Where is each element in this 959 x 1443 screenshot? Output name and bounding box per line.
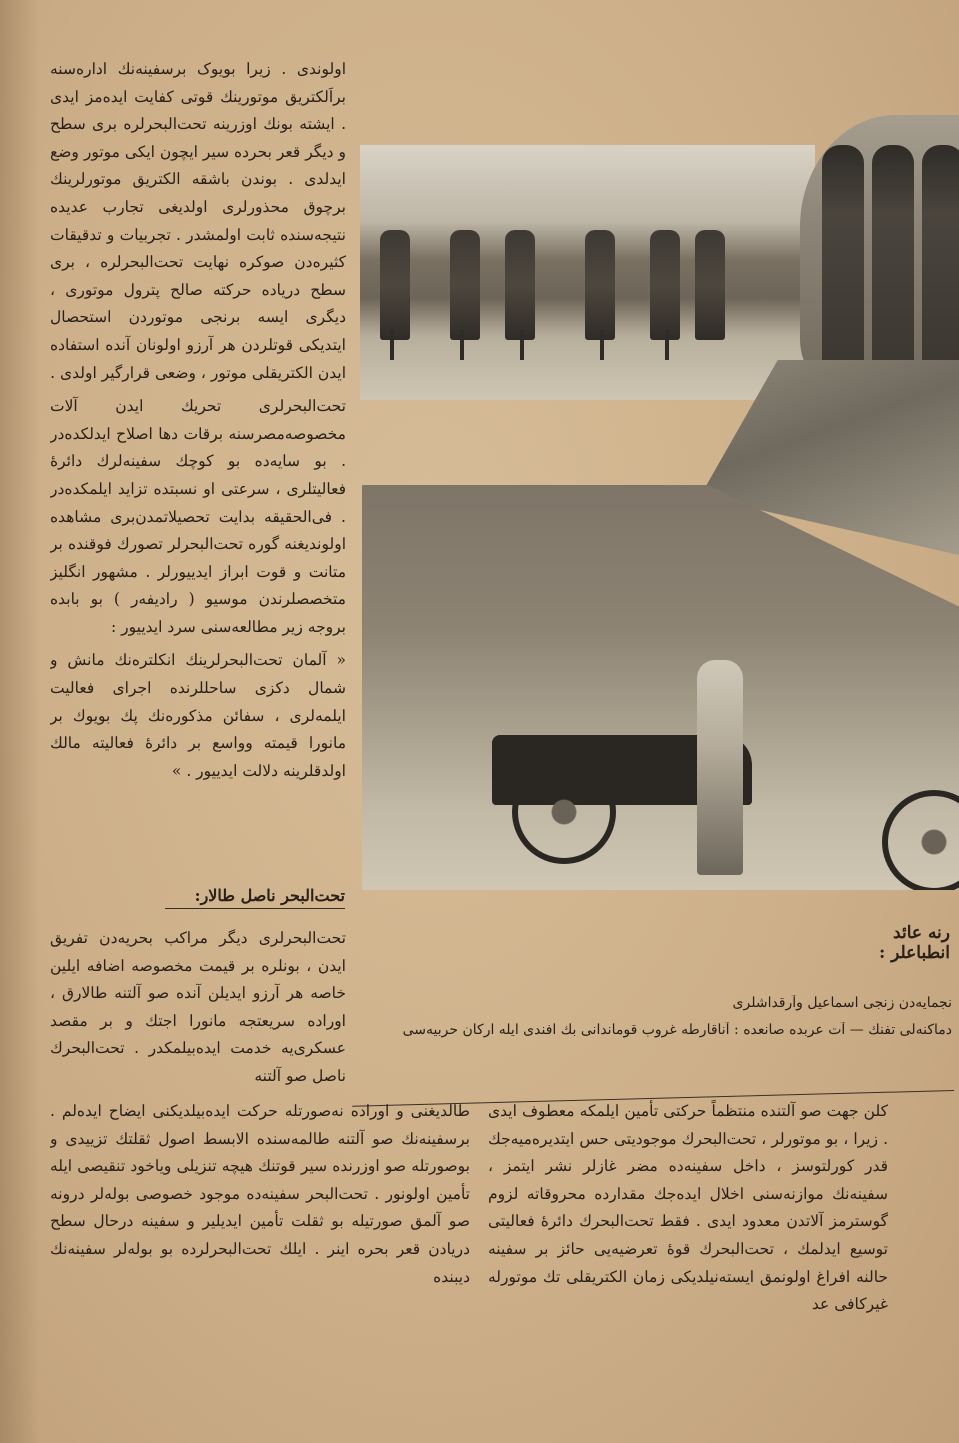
rider-figure — [450, 230, 480, 340]
rider-figure — [585, 230, 615, 340]
rider-figure — [380, 230, 410, 340]
page-fold-shadow — [0, 0, 40, 1443]
automobile-photo — [362, 485, 959, 890]
article-top-column — [50, 56, 346, 888]
photo-caption: دماكنه‌لی تفنك — آت عربده صانعده : آناقارطه غروب قوماندانی بك افندی ایله اركان حربیه‌سی — [402, 1022, 952, 1038]
paragraph: طالدیغنی و اوراده نه‌صورتله حركت ایده‌بیلدیكنی ایضاح ایده‌لم . برسفینه‌نك صو آلتنه طالمه‌سنده الابسط اصول ثقلتك تزییدی و بوصورتله صو اوزرنده سیر قوتنك هیچه تنزیلی ویاخود تنقیصی ایله تأمین اولونور . تحت‌البحر سفینه‌ده موجود خصوصی بوله‌لر درونه صو آلمق صورتیله بو ثقلت تأمین ایدیلیر و سفینه درحال سطح دریادن قعر بحره اینر . ایلك تحت‌البحرلرده بو بوله‌لر سفینه‌نك دیبنده — [50, 1102, 470, 1286]
horse-leg — [460, 330, 464, 360]
paragraph: تحت‌البحرلری تحریك ایدن آلات مخصوصه‌مصرسنه برقات دها اصلاح ایدلكده‌در . بو سایه‌ده بو كوچك سفینه‌لرك دائرهٔ فعالیتلری ، سرعتی او نسبتده تزاید ایلمكده‌در . فی‌الحقیقه بدایت تحصیلاتمدن‌بری مشاهده اولوندیغنه گوره تحت‌البحرلر تصورك فوقنده بر متانت و قوت ابراز ایدییورلر . مشهور انگلیز متخصصلرندن موسیو ( رادیفه‌ر ) بو بابده بروجه زیر مطالعه‌سنی سرد ایدییور : — [50, 397, 346, 636]
officer-figure — [872, 145, 914, 375]
officer-figure — [922, 145, 959, 375]
car-wheel — [512, 760, 616, 864]
horse-leg — [665, 330, 669, 360]
paragraph: « آلمان تحت‌البحرلرینك انكلتره‌نك مانش و شمال دكزی ساحللرنده اجرای فعالیت ایلمه‌لری ، سفائن مذكوره‌نك پك بویوك بر مانورا قیمته وواسع بر دائرهٔ فعالیته مالك اولدقلرینه دلالت ایدییور . » — [50, 651, 346, 780]
rider-figure — [695, 230, 725, 340]
article-bottom-right-column — [488, 1098, 888, 1418]
cavalry-photo — [360, 145, 815, 400]
horse-leg — [520, 330, 524, 360]
paragraph: اولوندی . زیرا بویوک برسفینه‌نك اداره‌سنه براَلكتریق موتورینك قوتی كفایت ایده‌مز ایدی . ایشته بونك اوزرینه تحت‌البحرلره بری سطح و دیگر قعر بحرده سیر ایچون ایكی موتور وضع ایدلدی . بوندن باشقه الكتریق موتورلرینك برچوق محذورلری اولدیغی تجارب عدیده نتیجه‌سنده ثابت اولمشدر . تجربیات و تدقیقات كثیره‌دن صوكره نهایت تحت‌البحرلره ، بری سطح دریاده حركته صالح پترول موتوری ، دیگری ایسه برنجی موتوردن استحصال ایتدیكی قوتلردن هر آرزو اولونان آنده استفاده ایدن الكتریقلی موتور ، وضعی قرارگیر اولدی . — [50, 60, 346, 382]
paragraph: تحت‌البحرلری دیگر مراكب بحریه‌دن تفریق ایدن ، بونلره بر قیمت مخصوصه اضافه ایلین خاصه هر آرزو ایدیلن آنده صو آلتنه طالارق ، اوراده سریعتجه مانورا اجتك و بر مقصد عسكری‌یه خدمت ایده‌بیلمكدر . تحت‌البحرك ناصل صو آلتنه — [50, 929, 346, 1085]
section-heading: تحت‌البحر ناصل طالار: — [165, 886, 345, 909]
horse-leg — [600, 330, 604, 360]
standing-figure — [697, 660, 743, 875]
rider-figure — [505, 230, 535, 340]
officers-photo — [800, 115, 959, 395]
article-bottom-left-column — [50, 1098, 470, 1418]
photo-caption: نجمایه‌دن زنجی اسماعیل وآرقداشلری — [732, 995, 952, 1011]
officer-figure — [822, 145, 864, 375]
car-wheel — [882, 790, 959, 890]
rider-figure — [650, 230, 680, 340]
photo-caption-heading: رنه عائد انطباعلر : — [878, 923, 950, 963]
horse-leg — [390, 330, 394, 360]
paragraph: كلن جهت صو آلتنده منتظماً حركتی تأمین ایلمكه معطوف ایدی . زیرا ، بو موتورلر ، تحت‌البحرك موجودیتی حس ایتدیره‌میه‌جك قدر كورلتوسز ، داخل سفینه‌ده مضر غازلر نشر ایتمز ، سفینه‌نك موازنه‌سنی اخلال ایده‌جك مقدارده محروقاته لزوم گوسترمز آلاتدن معدود ایدی . فقط تحت‌البحرك دائرهٔ فعالیتی توسیع ایدلمك ، تحت‌البحرك قوهٔ تعرضیه‌یی حائز بر سفینه حالنه افراغ اولونمق ایسته‌نیلدیكی زمان الكتریقلی تك موتورله غیركافی عد — [488, 1102, 888, 1314]
